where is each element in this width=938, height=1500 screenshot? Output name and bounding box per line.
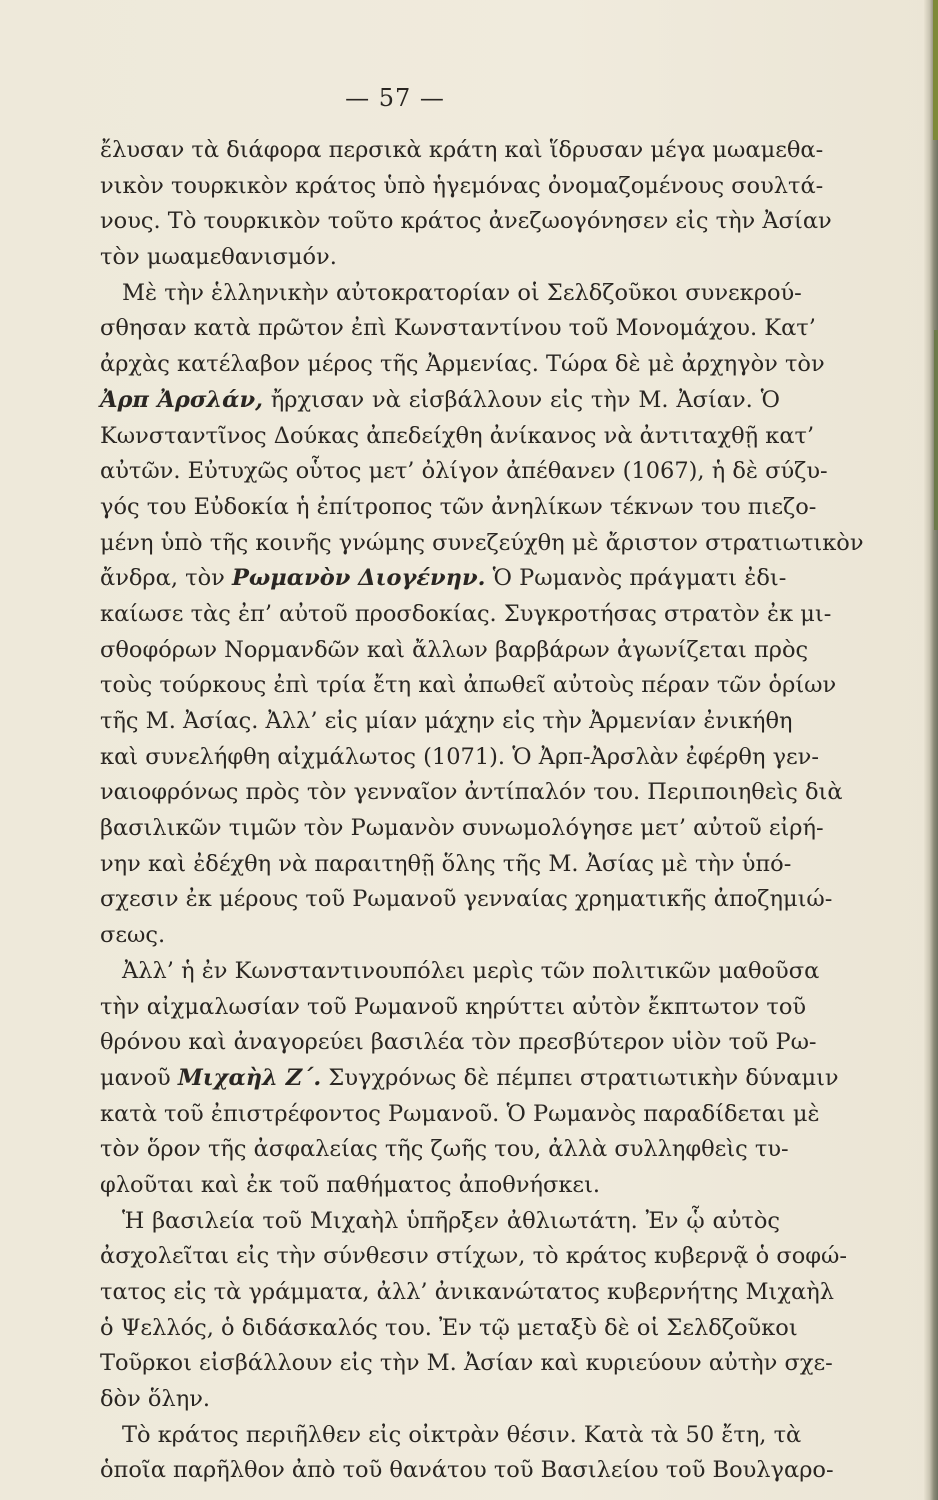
text-segment: βασιλικῶν τιμῶν τὸν Ρωμανὸν συνωμολόγησε μετ’ αὐτοῦ εἰρή- [100,815,824,842]
text-segment: Τοῦρκοι εἰσβάλλουν εἰς τὴν Μ. Ἀσίαν καὶ κυριεύουν αὐτὴν σχε- [100,1350,833,1377]
text-segment: νικὸν τουρκικὸν κράτος ὑπὸ ἡγεμόνας ὀνομαζομένους σουλτά- [100,172,824,199]
text-line [100,1418,802,1454]
text-segment: κατὰ τοῦ ἐπιστρέφοντος Ρωμανοῦ. Ὁ Ρωμανὸς παραδίδεται μὲ [100,1100,820,1127]
emphasized-name: Ἀρπ Ἀρσλάν, [100,386,263,413]
page-edge-shadow [924,0,938,1500]
text-segment: ἀσχολεῖται εἰς τὴν σύνθεσιν στίχων, τὸ κράτος κυβερνᾷ ὁ σοφώ- [100,1243,847,1270]
text-segment: Κωνσταντῖνος Δούκας ἀπεδείχθη ἀνίκανος νὰ ἀντιταχθῇ κατ’ [100,422,815,449]
text-segment: ναιοφρόνως πρὸς τὸν γενναῖον ἀντίπαλόν του. Περιποιηθεὶς διὰ [100,779,843,806]
text-segment: νους. Τὸ τουρκικὸν τοῦτο κράτος ἀνεζωογόνησεν εἰς τὴν Ἀσίαν [100,208,832,235]
text-segment: θρόνου καὶ ἀναγορεύει βασιλέα τὸν πρεσβύτερον υἱὸν τοῦ Ρω- [100,1029,817,1056]
text-line [100,133,824,169]
text-line [100,704,793,740]
text-line [100,847,792,883]
text-segment: Μὲ τὴν ἑλληνικὴν αὐτοκρατορίαν οἱ Σελδζοῦκοι συνεκρού- [122,279,802,306]
text-line [100,526,864,562]
page-number: — 57 — [345,84,445,112]
text-segment: Ἡ βασιλεία τοῦ Μιχαὴλ ὑπῆρξεν ἀθλιωτάτη. Ἐν ᾧ αὐτὸς [122,1207,780,1234]
text-segment: ἀρχὰς κατέλαβον μέρος τῆς Ἀρμενίας. Τώρα δὲ μὲ ἀρχηγὸν τὸν [100,351,825,378]
emphasized-name: Ρωμανὸν Διογένην. [231,565,486,592]
text-segment: σχεσιν ἐκ μέρους τοῦ Ρωμανοῦ γενναίας χρηματικῆς ἀποζημιώ- [100,886,833,913]
text-line [100,775,843,811]
text-segment: γός του Εὐδοκία ἡ ἐπίτροπος τῶν ἀνηλίκων τέκνων του πιεζο- [100,493,817,520]
text-segment: ἤρχισαν νὰ εἰσβάλλουν εἰς τὴν Μ. Ἀσίαν. Ὁ [262,386,780,413]
text-line [100,347,825,383]
text-line [100,668,837,704]
text-line [100,383,780,419]
text-line [100,1132,789,1168]
text-line [100,811,824,847]
text-line [100,276,802,312]
text-segment: Ἀλλ’ ἡ ἐν Κωνσταντινουπόλει μερὶς τῶν πολιτικῶν μαθοῦσα [122,957,820,984]
text-line [100,1311,798,1347]
text-segment: τατος εἰς τὰ γράμματα, ἀλλ’ ἀνικανώτατος κυβερνήτης Μιχαὴλ [100,1279,834,1305]
text-line [100,240,780,276]
text-segment: καίωσε τὰς ἐπ’ αὐτοῦ προσδοκίας. Συγκροτήσας στρατὸν ἐκ μι- [100,600,832,627]
text-segment: σθοφόρων Νορμανδῶν καὶ ἄλλων βαρβάρων ἀγωνίζεται πρὸς [100,636,809,663]
text-segment: Ὁ Ρωμανὸς πράγματι ἐδι- [485,565,787,592]
text-line [100,454,828,490]
text-segment: ὁποῖα παρῆλθον ἀπὸ τοῦ θανάτου τοῦ Βασιλείου τοῦ Βουλγαρο- [100,1457,834,1484]
text-line [100,1061,839,1097]
text-segment: νην καὶ ἐδέχθη νὰ παραιτηθῇ ὅλης τῆς Μ. Ἀσίας μὲ τὴν ὑπό- [100,850,792,877]
text-line [100,882,833,918]
text-segment: σθησαν κατὰ πρῶτον ἐπὶ Κωνσταντίνου τοῦ Μονομάχου. Κατ’ [100,315,816,342]
text-segment: ὁ Ψελλός, ὁ διδάσκαλός του. Ἐν τῷ μεταξὺ δὲ οἱ Σελδζοῦκοι [100,1314,798,1341]
text-line [100,740,819,776]
text-segment: ἄνδρα, τὸν [100,565,232,592]
text-line [100,1275,834,1311]
text-line [100,490,817,526]
text-line [100,1025,817,1061]
text-line [100,204,832,240]
text-line [100,633,809,669]
emphasized-name: Μιχαὴλ Ζ΄. [177,1064,322,1091]
text-line [100,1204,780,1240]
text-segment: Τὸ κράτος περιῆλθεν εἰς οἰκτρὰν θέσιν. Κατὰ τὰ 50 ἔτη, τὰ [122,1421,802,1448]
text-line [100,918,780,954]
text-line [100,561,787,597]
text-line [100,954,820,990]
text-segment: μένη ὑπὸ τῆς κοινῆς γνώμης συνεζεύχθη μὲ ἄριστον στρατιωτικὸν [100,529,864,556]
text-segment: τὴν αἰχμαλωσίαν τοῦ Ρωμανοῦ κηρύττει αὐτὸν ἔκπτωτον τοῦ [100,993,807,1020]
text-segment: μανοῦ [100,1064,178,1091]
text-line [100,1239,847,1275]
text-segment: τὸν ὅρον τῆς ἀσφαλείας τῆς ζωῆς του, ἀλλὰ συλληφθεὶς τυ- [100,1136,789,1163]
text-segment: καὶ συνελήφθη αἰχμάλωτος (1071). Ὁ Ἀρπ-Ἀρσλὰν ἐφέρθη γεν- [100,743,819,770]
text-line [100,1097,820,1133]
text-segment: ἔλυσαν τὰ διάφορα περσικὰ κράτη καὶ ἵδρυσαν μέγα μωαμεθα- [100,137,824,163]
body-text [100,133,864,1489]
text-segment: τοὺς τούρκους ἐπὶ τρία ἔτη καὶ ἀπωθεῖ αὐτοὺς πέραν τῶν ὁρίων [100,672,837,699]
text-line [100,990,807,1026]
text-line [100,1346,833,1382]
text-line [100,1453,834,1489]
text-segment: τὸν μωαμεθανισμόν. [100,244,337,271]
text-segment: φλοῦται καὶ ἐκ τοῦ παθήματος ἀποθνήσκει. [100,1171,601,1198]
text-segment: δὸν ὅλην. [100,1386,211,1413]
text-segment: σεως. [100,922,166,949]
text-line [100,419,815,455]
page-edge-strip [934,330,938,530]
text-segment: Συγχρόνως δὲ πέμπει στρατιωτικὴν δύναμιν [321,1064,839,1091]
text-segment: αὐτῶν. Εὐτυχῶς οὗτος μετ’ ὀλίγον ἀπέθανεν (1067), ἡ δὲ σύζυ- [100,458,828,485]
text-line [100,1168,780,1204]
text-line [100,169,824,205]
text-line [100,597,832,633]
page-edge-strip [933,0,938,140]
text-line [100,311,816,347]
text-segment: τῆς Μ. Ἀσίας. Ἀλλ’ εἰς μίαν μάχην εἰς τὴν Ἀρμενίαν ἐνικήθη [100,708,793,734]
text-line [100,1382,780,1418]
